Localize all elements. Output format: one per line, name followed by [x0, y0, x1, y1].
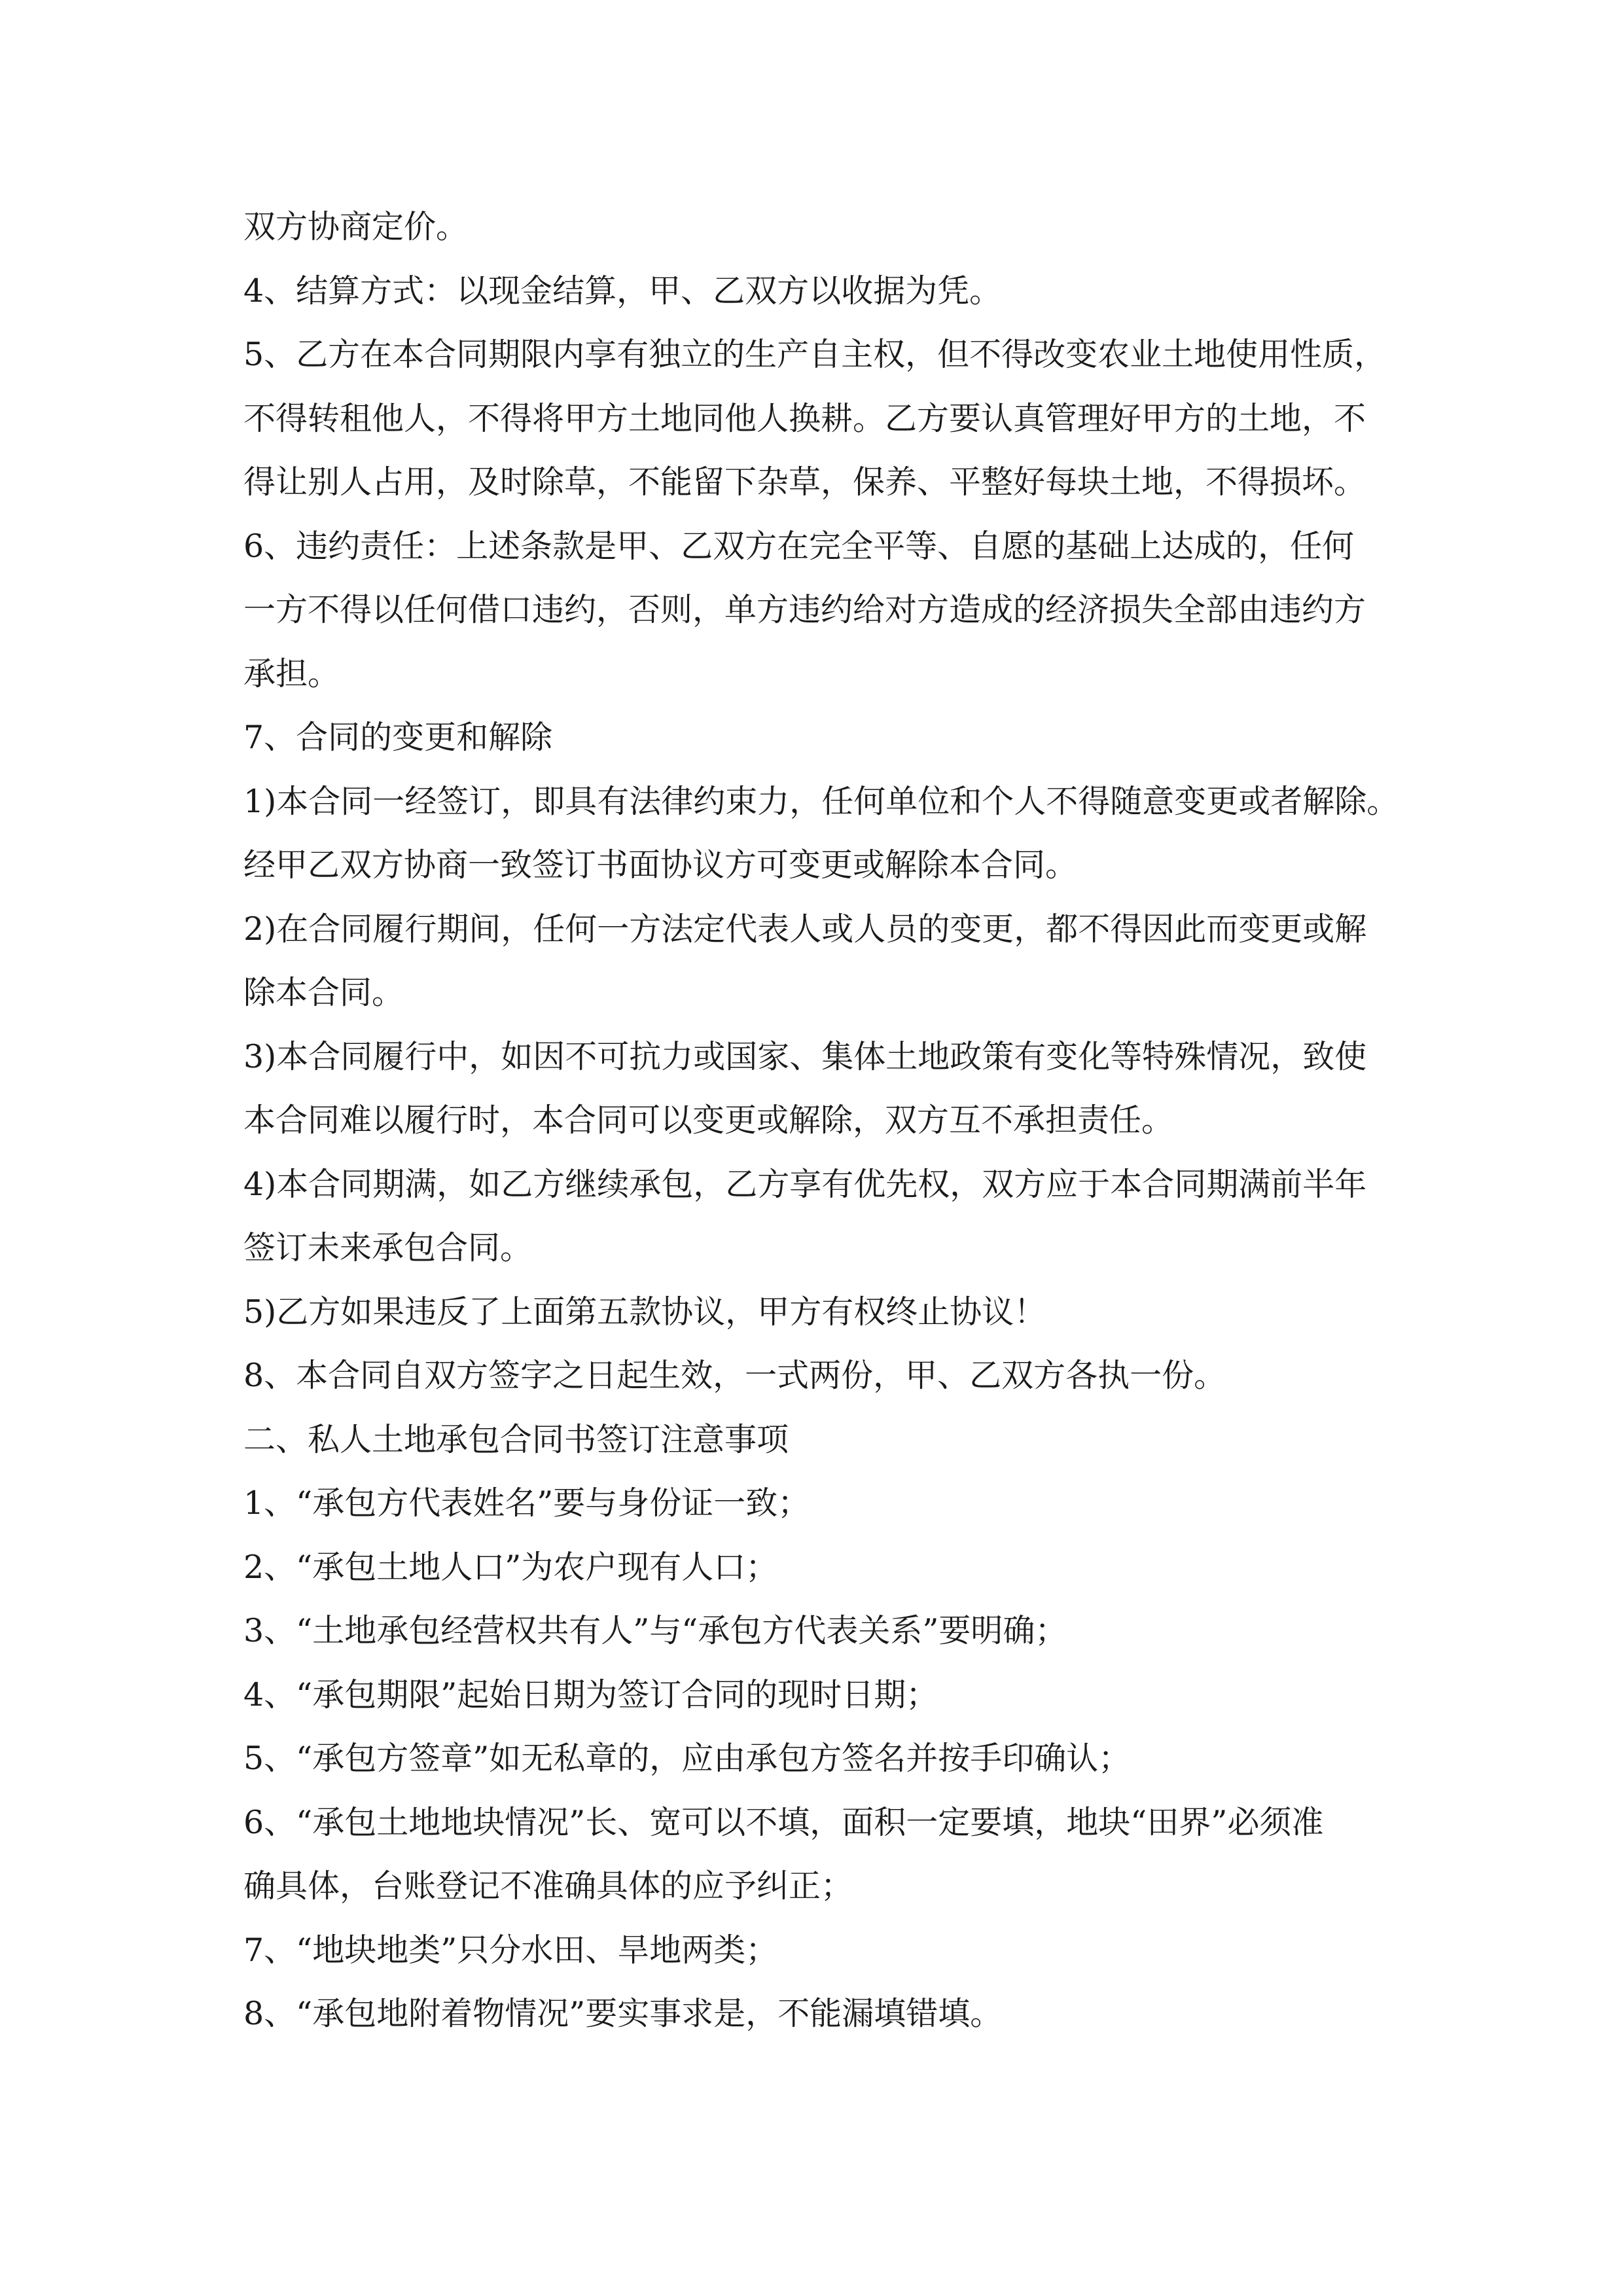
text-line: 4)本合同期满，如乙方继续承包，乙方享有优先权，双方应于本合同期满前半年 — [243, 1165, 1367, 1203]
text-line: 签订未来承包合同。 — [243, 1229, 533, 1266]
text-line: 除本合同。 — [243, 974, 404, 1011]
section-heading: 7、合同的变更和解除 — [243, 719, 553, 756]
text-line: 2、“承包土地人口”为农户现有人口； — [243, 1548, 778, 1586]
text-line: 3)本合同履行中，如因不可抗力或国家、集体土地政策有变化等特殊情况，致使 — [243, 1037, 1367, 1075]
text-line: 双方协商定价。 — [243, 208, 469, 245]
text-line: 8、本合同自双方签字之日起生效，一式两份，甲、乙双方各执一份。 — [243, 1357, 1226, 1394]
text-line: 5、“承包方签章”如无私章的，应由承包方签名并按手印确认； — [243, 1740, 1131, 1777]
text-line: 2)在合同履行期间，任何一方法定代表人或人员的变更，都不得因此而变更或解 — [243, 910, 1367, 948]
text-line: 得让别人占用，及时除草，不能留下杂草，保养、平整好每块土地，不得损坏。 — [243, 463, 1366, 501]
text-line: 3、“土地承包经营权共有人”与“承包方代表关系”要明确； — [243, 1612, 1067, 1649]
text-line: 一方不得以任何借口违约，否则，单方违约给对方造成的经济损失全部由违约方 — [243, 591, 1366, 628]
section-heading: 二、私人土地承包合同书签订注意事项 — [243, 1420, 789, 1458]
text-line: 6、违约责任：上述条款是甲、乙双方在完全平等、自愿的基础上达成的，任何 — [243, 527, 1355, 565]
text-line: 不得转租他人，不得将甲方土地同他人换耕。乙方要认真管理好甲方的土地，不 — [243, 399, 1366, 437]
text-line: 8、“承包地附着物情况”要实事求是，不能漏填错填。 — [243, 1995, 1003, 2032]
text-line: 本合同难以履行时，本合同可以变更或解除，双方互不承担责任。 — [243, 1102, 1174, 1139]
text-line: 4、结算方式：以现金结算，甲、乙双方以收据为凭。 — [243, 272, 1002, 310]
text-line: 经甲乙双方协商一致签订书面协议方可变更或解除本合同。 — [243, 846, 1078, 884]
text-line: 1、“承包方代表姓名”要与身份证一致； — [243, 1484, 810, 1522]
text-line: 4、“承包期限”起始日期为签订合同的现时日期； — [243, 1676, 938, 1713]
text-line: 7、“地块地类”只分水田、旱地两类； — [243, 1931, 778, 1969]
text-line: 承担。 — [243, 655, 340, 692]
text-line: 6、“承包土地地块情况”长、宽可以不填，面积一定要填，地块“田界”必须准 — [243, 1803, 1324, 1841]
text-line: 5)乙方如果违反了上面第五款协议，甲方有权终止协议！ — [243, 1293, 1046, 1331]
document-body — [243, 195, 1399, 2046]
text-line: 确具体，台账登记不准确具体的应予纠正； — [243, 1867, 853, 1905]
text-line: 5、乙方在本合同期限内享有独立的生产自主权，但不得改变农业土地使用性质， — [243, 336, 1387, 373]
text-line: 1)本合同一经签订，即具有法律约束力，任何单位和个人不得随意变更或者解除。 — [243, 782, 1399, 820]
